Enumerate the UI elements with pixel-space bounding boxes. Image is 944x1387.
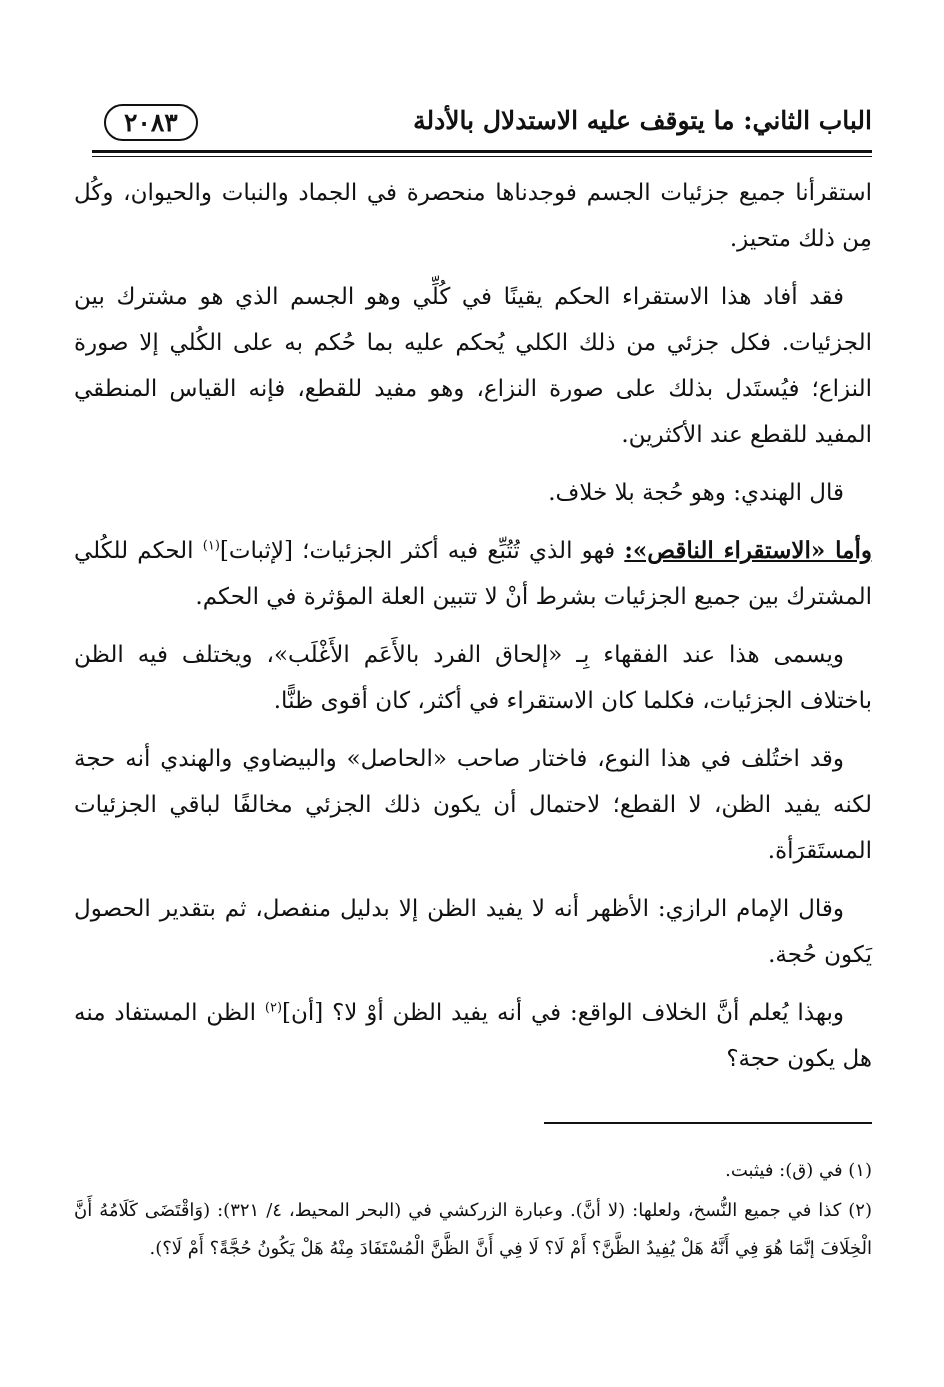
footnotes bbox=[74, 1152, 872, 1270]
footnote-1: (١) في (ق): فيثبت. bbox=[725, 1160, 872, 1181]
paragraph-7: وقال الإمام الرازي: الأظهر أنه لا يفيد الظن إلا بدليل منفصل، ثم بتقدير الحصول يَكون حُجة. bbox=[74, 896, 872, 968]
paragraph-2: فقد أفاد هذا الاستقراء الحكم يقينًا في كُلِّي وهو الجسم الذي هو مشترك بين الجزئيات. فكل جزئي من ذلك الكلي يُحكم عليه بما حُكم به على الكُلي إلا صورة النزاع؛ فيُستَدل بذلك على صورة النزاع، وهو مفيد للقطع، فإنه القياس المنطقي المفيد للقطع عند الأكثرين. bbox=[74, 284, 872, 448]
header-rule-thick bbox=[92, 150, 872, 153]
paragraph-5: ويسمى هذا عند الفقهاء بِـ «إلحاق الفرد بالأَعَم الأَغْلَب»، ويختلف فيه الظن باختلاف الجزئيات، فكلما كان الاستقراء في أكثر، كان أقوى ظنًّا. bbox=[74, 642, 872, 714]
paragraph-4-text-b: الحكم للكُلي المشترك بين جميع الجزئيات بشرط أنْ لا تتبين العلة المؤثرة في الحكم. bbox=[74, 538, 872, 610]
footnote-2: (٢) كذا في جميع النُّسخ، ولعلها: (لا أنَّ). وعبارة الزركشي في (البحر المحيط، ٤/ ٣٢١): (وَاقْتَضَى كَلَامُهُ أَنَّ الْخِلَافَ إنَّمَا هُوَ فِي أَنَّهُ هَلْ يُفِيدُ الظَّنَّ؟ أَمْ لَا؟ لَا فِي أَنَّ الظَّنَّ الْمُسْتَفَادَ مِنْهُ هَلْ يَكُونُ حُجَّةً؟ أَمْ لَا؟). bbox=[74, 1200, 872, 1259]
paragraph-4-text-a: فهو الذي تُتُبِّع فيه أكثر الجزئيات؛ [لإثبات] bbox=[219, 538, 616, 564]
paragraph-4 bbox=[74, 528, 872, 620]
footnote-ref-1[interactable]: (١) bbox=[202, 538, 220, 554]
main-text bbox=[74, 170, 872, 1094]
paragraph-8 bbox=[74, 990, 872, 1082]
page-header bbox=[92, 96, 872, 148]
page-number: ٢٠٨٣ bbox=[104, 104, 198, 141]
paragraph-1: استقرأنا جميع جزئيات الجسم فوجدناها منحصرة في الجماد والنبات والحيوان، وكُل مِن ذلك متحيز. bbox=[74, 180, 872, 252]
running-title: الباب الثاني: ما يتوقف عليه الاستدلال بالأدلة bbox=[413, 106, 872, 135]
footnote-ref-2[interactable]: (٢) bbox=[264, 1000, 283, 1016]
paragraph-3: قال الهندي: وهو حُجة بلا خلاف. bbox=[548, 480, 844, 506]
footnote-separator bbox=[544, 1122, 872, 1124]
paragraph-6: وقد اختُلف في هذا النوع، فاختار صاحب «الحاصل» والبيضاوي والهندي أنه حجة لكنه يفيد الظن، لا القطع؛ لاحتمال أن يكون ذلك الجزئي مخالفًا لباقي الجزئيات المستَقرَأة. bbox=[74, 746, 872, 864]
header-rule-thin bbox=[92, 156, 872, 157]
keyword-incomplete-induction: وأما «الاستقراء الناقص»: bbox=[624, 537, 872, 564]
paragraph-8-text-b: الظن المستفاد منه هل يكون حجة؟ bbox=[74, 1000, 872, 1072]
paragraph-8-text-a: وبهذا يُعلم أنَّ الخلاف الواقع: في أنه يفيد الظن أوْ لا؟ [أن] bbox=[282, 1000, 844, 1026]
